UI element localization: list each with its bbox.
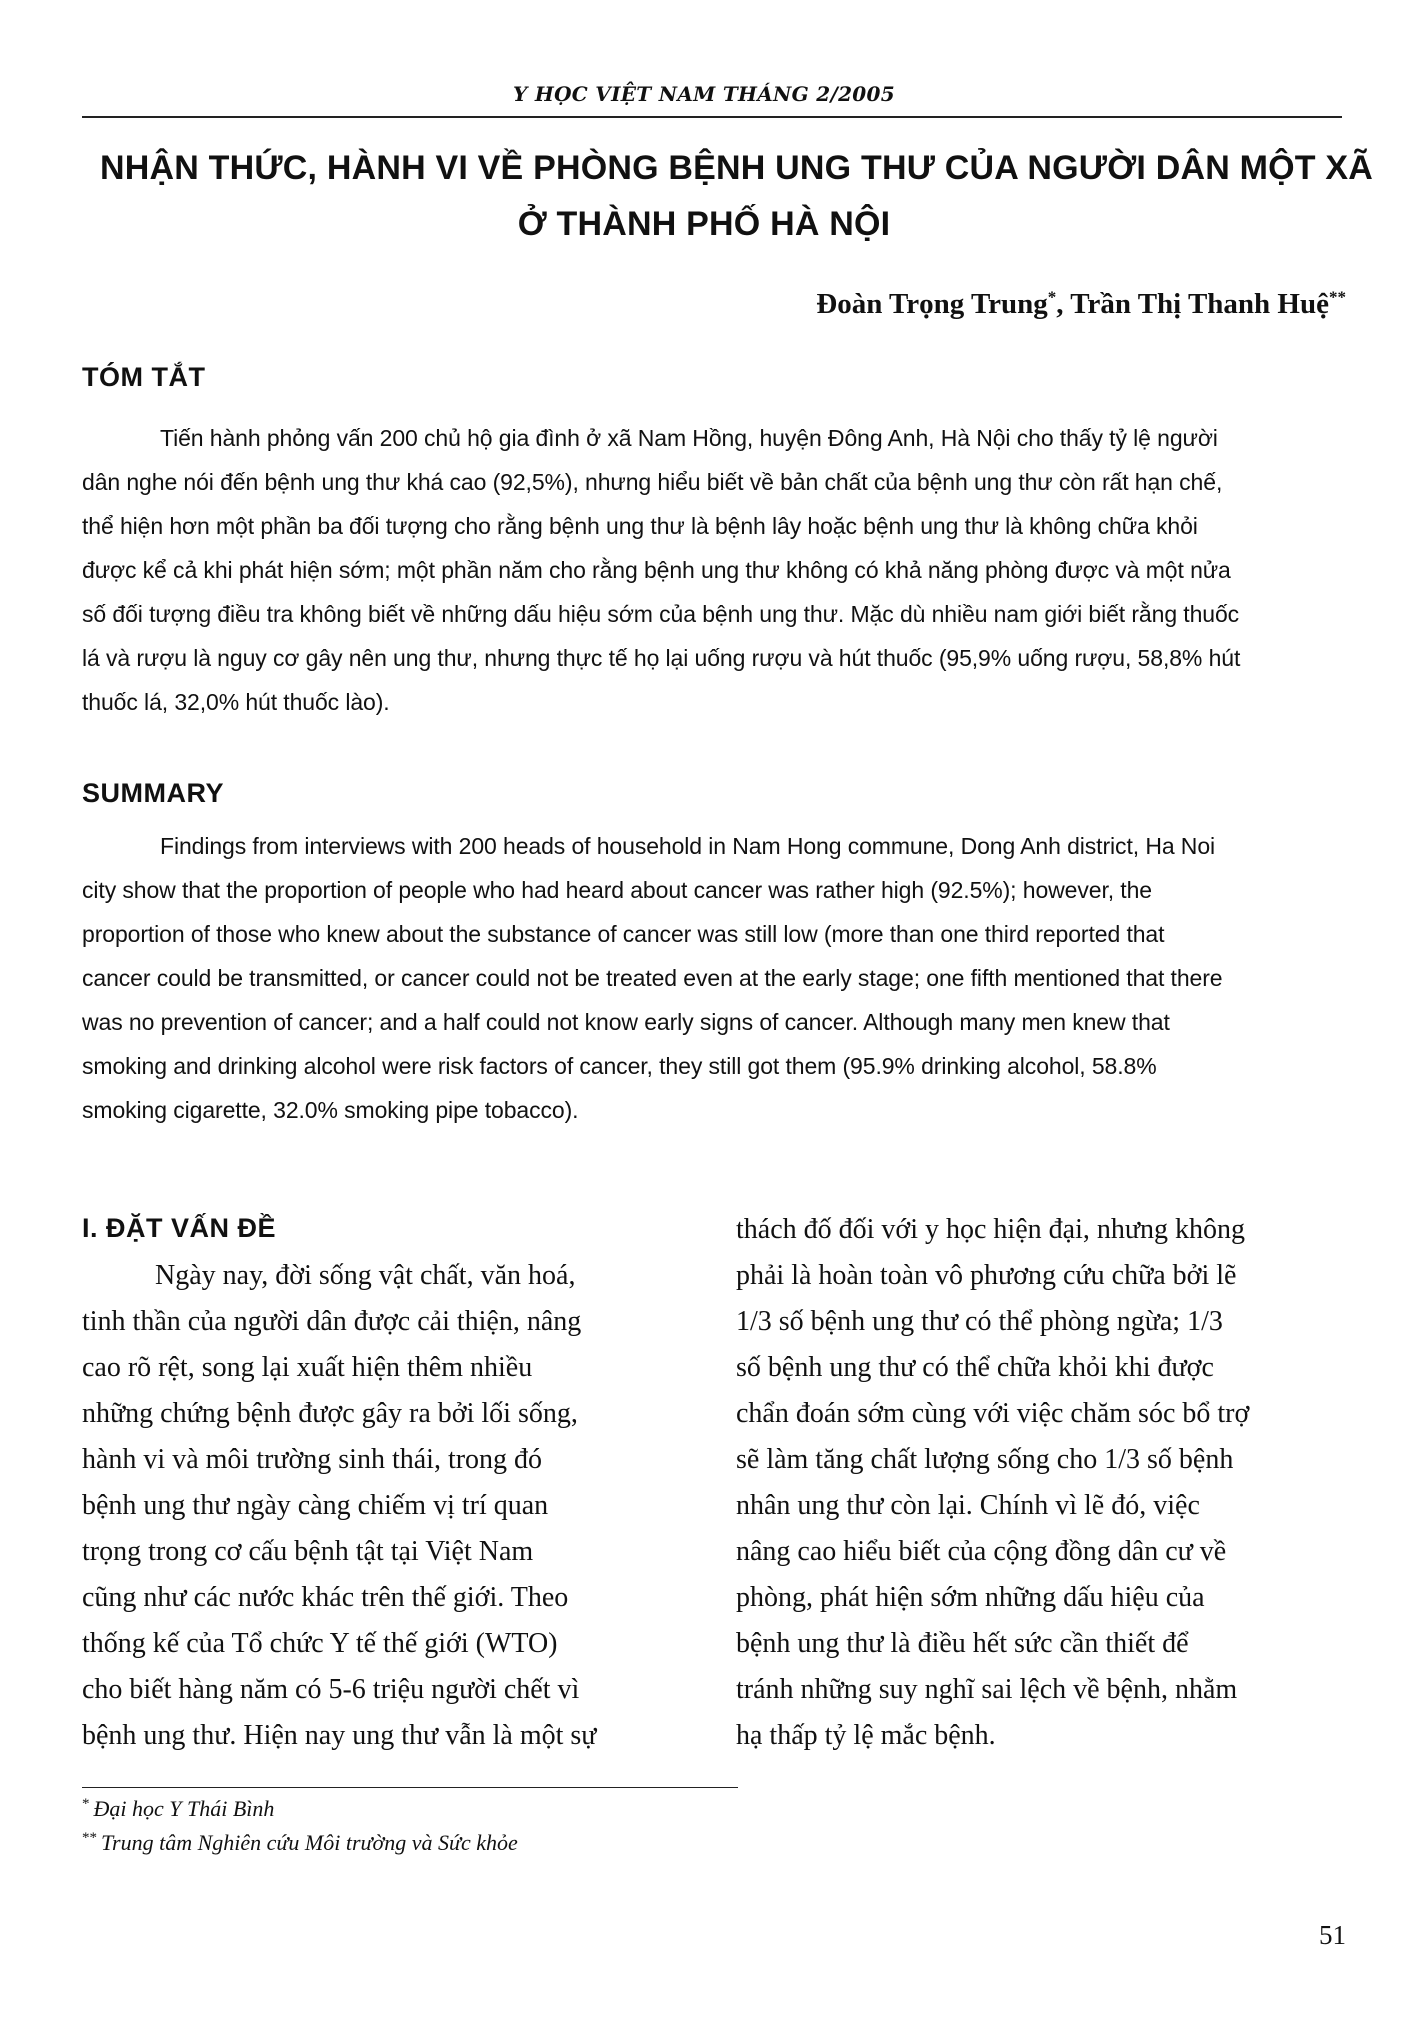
summary-line: smoking and drinking alcohol were risk factors of cancer, they still got them (95.9% drinking alcohol, 58.8% — [82, 1053, 1157, 1079]
summary-line: proportion of those who knew about the substance of cancer was still low (more than one third reported that — [82, 921, 1165, 947]
article-title — [100, 140, 1374, 252]
body-text-line: 1/3 số bệnh ung thư có thể phòng ngừa; 1/3 — [736, 1306, 1223, 1337]
body-text-line: cũng như các nước khác trên thế giới. Theo — [82, 1582, 569, 1613]
header-divider — [82, 116, 1342, 118]
abstract-vi-line: lá và rượu là nguy cơ gây nên ung thư, nhưng thực tế họ lại uống rượu và hút thuốc (95,9% uống rượu, 58,8% hút — [82, 645, 1241, 671]
section-heading: I. ĐẶT VẤN ĐỀ — [82, 1213, 277, 1243]
body-text-line: bệnh ung thư ngày càng chiếm vị trí quan — [82, 1490, 549, 1521]
body-text-line: sẽ làm tăng chất lượng sống cho 1/3 số bệnh — [736, 1444, 1234, 1475]
body-text-line: Ngày nay, đời sống vật chất, văn hoá, — [155, 1260, 576, 1291]
affiliation-mark: * — [1047, 287, 1057, 307]
body-text-line: nhân ung thư còn lại. Chính vì lẽ đó, việc — [736, 1490, 1200, 1521]
body-text-line: thách đố đối với y học hiện đại, nhưng không — [736, 1214, 1246, 1245]
affiliation-mark: ** — [1329, 287, 1346, 307]
footnote-text: Trung tâm Nghiên cứu Môi trường và Sức khỏe — [101, 1830, 518, 1855]
summary-line: smoking cigarette, 32.0% smoking pipe tobacco). — [82, 1097, 579, 1123]
abstract-vi-line: thể hiện hơn một phần ba đối tượng cho rằng bệnh ung thư là bệnh lây hoặc bệnh ung thư là không chữa khỏi — [82, 513, 1198, 539]
footnote-text: Đại học Y Thái Bình — [93, 1796, 275, 1821]
footnote-mark: ** — [82, 1829, 97, 1846]
body-text-line: phải là hoàn toàn vô phương cứu chữa bởi lẽ — [736, 1260, 1237, 1291]
abstract-vi-line: Tiến hành phỏng vấn 200 chủ hộ gia đình ở xã Nam Hồng, huyện Đông Anh, Hà Nội cho thấy tỷ lệ người — [160, 425, 1218, 451]
body-text-line: cho biết hàng năm có 5-6 triệu người chết vì — [82, 1674, 580, 1705]
abstract-vi-line: được kể cả khi phát hiện sớm; một phần năm cho rằng bệnh ung thư không có khả năng phòng được và một nửa — [82, 557, 1231, 583]
abstract-vi-line: thuốc lá, 32,0% hút thuốc lào). — [82, 689, 390, 715]
title-line: Ở THÀNH PHỐ HÀ NỘI — [517, 205, 891, 243]
summary-line: was no prevention of cancer; and a half could not know early signs of cancer. Although many men knew that — [82, 1009, 1170, 1035]
body-text-line: hành vi và môi trường sinh thái, trong đó — [82, 1444, 543, 1475]
footnote — [82, 1830, 518, 1856]
body-text-line: những chứng bệnh được gây ra bởi lối sống, — [82, 1398, 578, 1429]
page-number: 51 — [1319, 1920, 1346, 1950]
body-text-line: phòng, phát hiện sớm những dấu hiệu của — [736, 1582, 1205, 1613]
summary-heading: SUMMARY — [82, 778, 224, 808]
body-text-line: cao rõ rệt, song lại xuất hiện thêm nhiều — [82, 1352, 533, 1383]
body-text-line: bệnh ung thư là điều hết sức cần thiết để — [736, 1628, 1189, 1659]
title-line: NHẬN THỨC, HÀNH VI VỀ PHÒNG BỆNH UNG THƯ CỦA NGƯỜI DÂN MỘT XÃ — [100, 149, 1374, 187]
body-text-line: hạ thấp tỷ lệ mắc bệnh. — [736, 1720, 996, 1751]
summary-line: cancer could be transmitted, or cancer could not be treated even at the early stage; one fifth mentioned that there — [82, 965, 1223, 991]
footnote — [82, 1796, 274, 1822]
body-text-line: số bệnh ung thư có thể chữa khỏi khi được — [736, 1352, 1214, 1383]
footnote-divider — [82, 1787, 738, 1788]
body-text-line: nâng cao hiểu biết của cộng đồng dân cư về — [736, 1536, 1227, 1567]
running-head: Y HỌC VIỆT NAM THÁNG 2/2005 — [513, 82, 895, 106]
summary-line: city show that the proportion of people who had heard about cancer was rather high (92.5%); however, the — [82, 877, 1152, 903]
abstract-vi-heading: TÓM TẮT — [82, 362, 206, 392]
author-list — [816, 288, 1346, 321]
body-text-line: tránh những suy nghĩ sai lệch về bệnh, nhằm — [736, 1674, 1238, 1705]
body-text-line: chẩn đoán sớm cùng với việc chăm sóc bổ trợ — [736, 1398, 1250, 1429]
body-text-line: trọng trong cơ cấu bệnh tật tại Việt Nam — [82, 1536, 534, 1567]
author-separator: , — [1056, 288, 1071, 320]
body-text-line: thống kế của Tổ chức Y tế thế giới (WTO) — [82, 1628, 558, 1659]
author-name: Đoàn Trọng Trung — [816, 288, 1048, 320]
author-name: Trần Thị Thanh Huệ — [1070, 288, 1329, 320]
abstract-vi-line: số đối tượng điều tra không biết về những dấu hiệu sớm của bệnh ung thư. Mặc dù nhiều nam giới biết rằng thuốc — [82, 601, 1240, 627]
summary-line: Findings from interviews with 200 heads of household in Nam Hong commune, Dong Anh district, Ha Noi — [160, 833, 1216, 859]
body-text-line: tinh thần của người dân được cải thiện, nâng — [82, 1306, 582, 1337]
footnote-mark: * — [82, 1795, 90, 1812]
abstract-vi-line: dân nghe nói đến bệnh ung thư khá cao (92,5%), nhưng hiểu biết về bản chất của bệnh ung thư còn rất hạn chế, — [82, 469, 1223, 495]
body-text-line: bệnh ung thư. Hiện nay ung thư vẫn là một sự — [82, 1720, 597, 1751]
